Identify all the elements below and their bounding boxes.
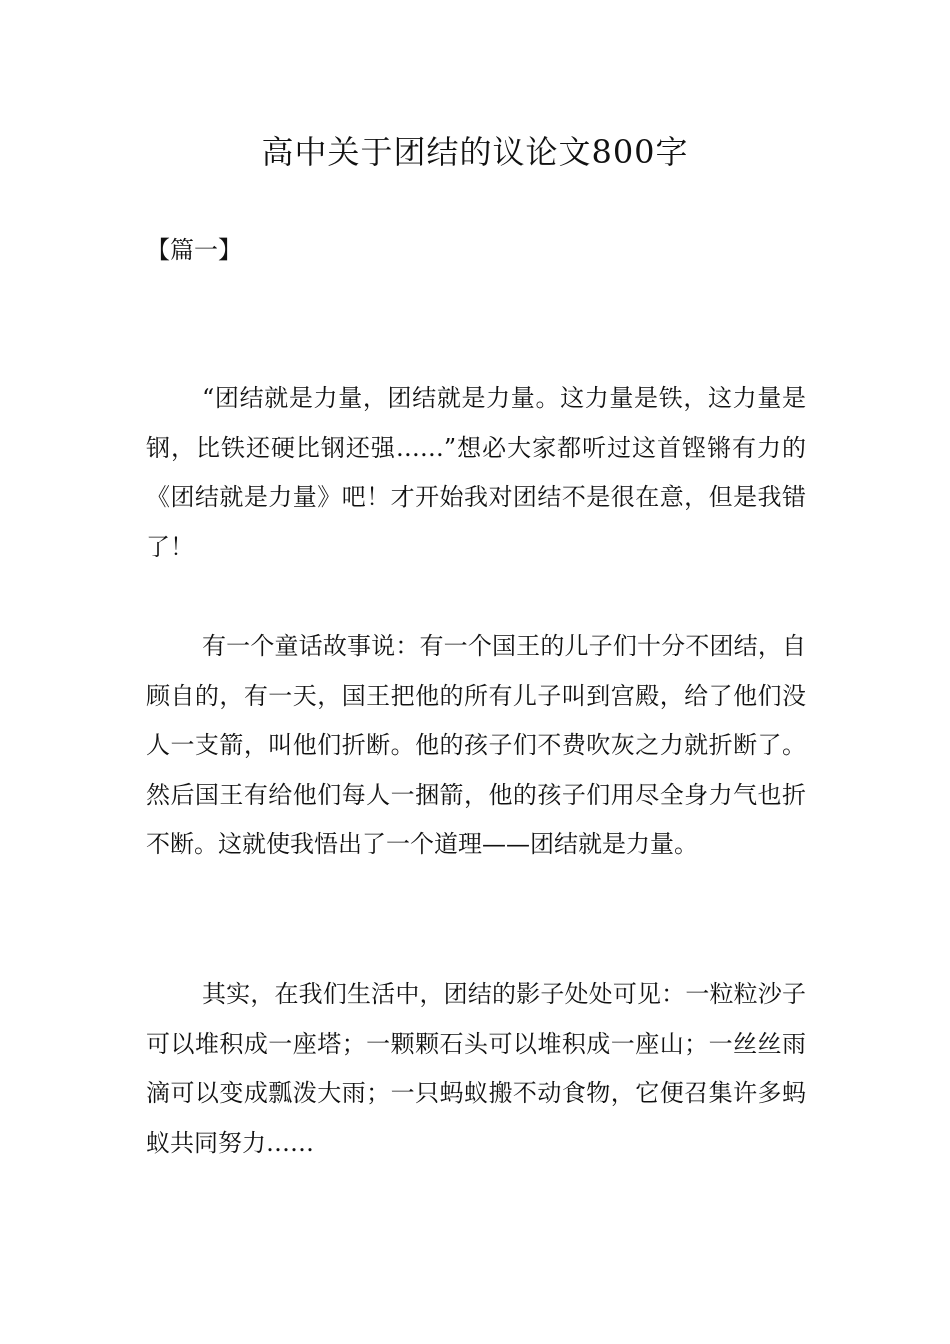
paragraph-2: 有一个童话故事说：有一个国王的儿子们十分不团结，自顾自的，有一天，国王把他的所有儿子叫到宫殿，给了他们没人一支箭，叫他们折断。他的孩子们不费吹灰之力就折断了。然后国王有给他们每人一捆箭，他的孩子们用尽全身力气也折不断。这就使我悟出了一个道理——团结就是力量。 [146, 632, 806, 858]
section-label: 【篇一】 [146, 236, 242, 264]
paragraph-block [146, 970, 806, 1168]
paragraph-3: 其实，在我们生活中，团结的影子处处可见：一粒粒沙子可以堆积成一座塔；一颗颗石头可以堆积成一座山；一丝丝雨滴可以变成瓢泼大雨；一只蚂蚁搬不动食物，它便召集许多蚂蚁共同努力…… [146, 980, 806, 1157]
paragraph-block [146, 374, 806, 572]
document-title: 高中关于团结的议论文800字 [261, 133, 689, 171]
paragraph-1: “团结就是力量，团结就是力量。这力量是铁，这力量是钢，比铁还硬比钢还强……”想必大家都听过这首铿锵有力的《团结就是力量》吧！才开始我对团结不是很在意，但是我错了！ [146, 384, 806, 561]
paragraph-block [146, 622, 806, 870]
